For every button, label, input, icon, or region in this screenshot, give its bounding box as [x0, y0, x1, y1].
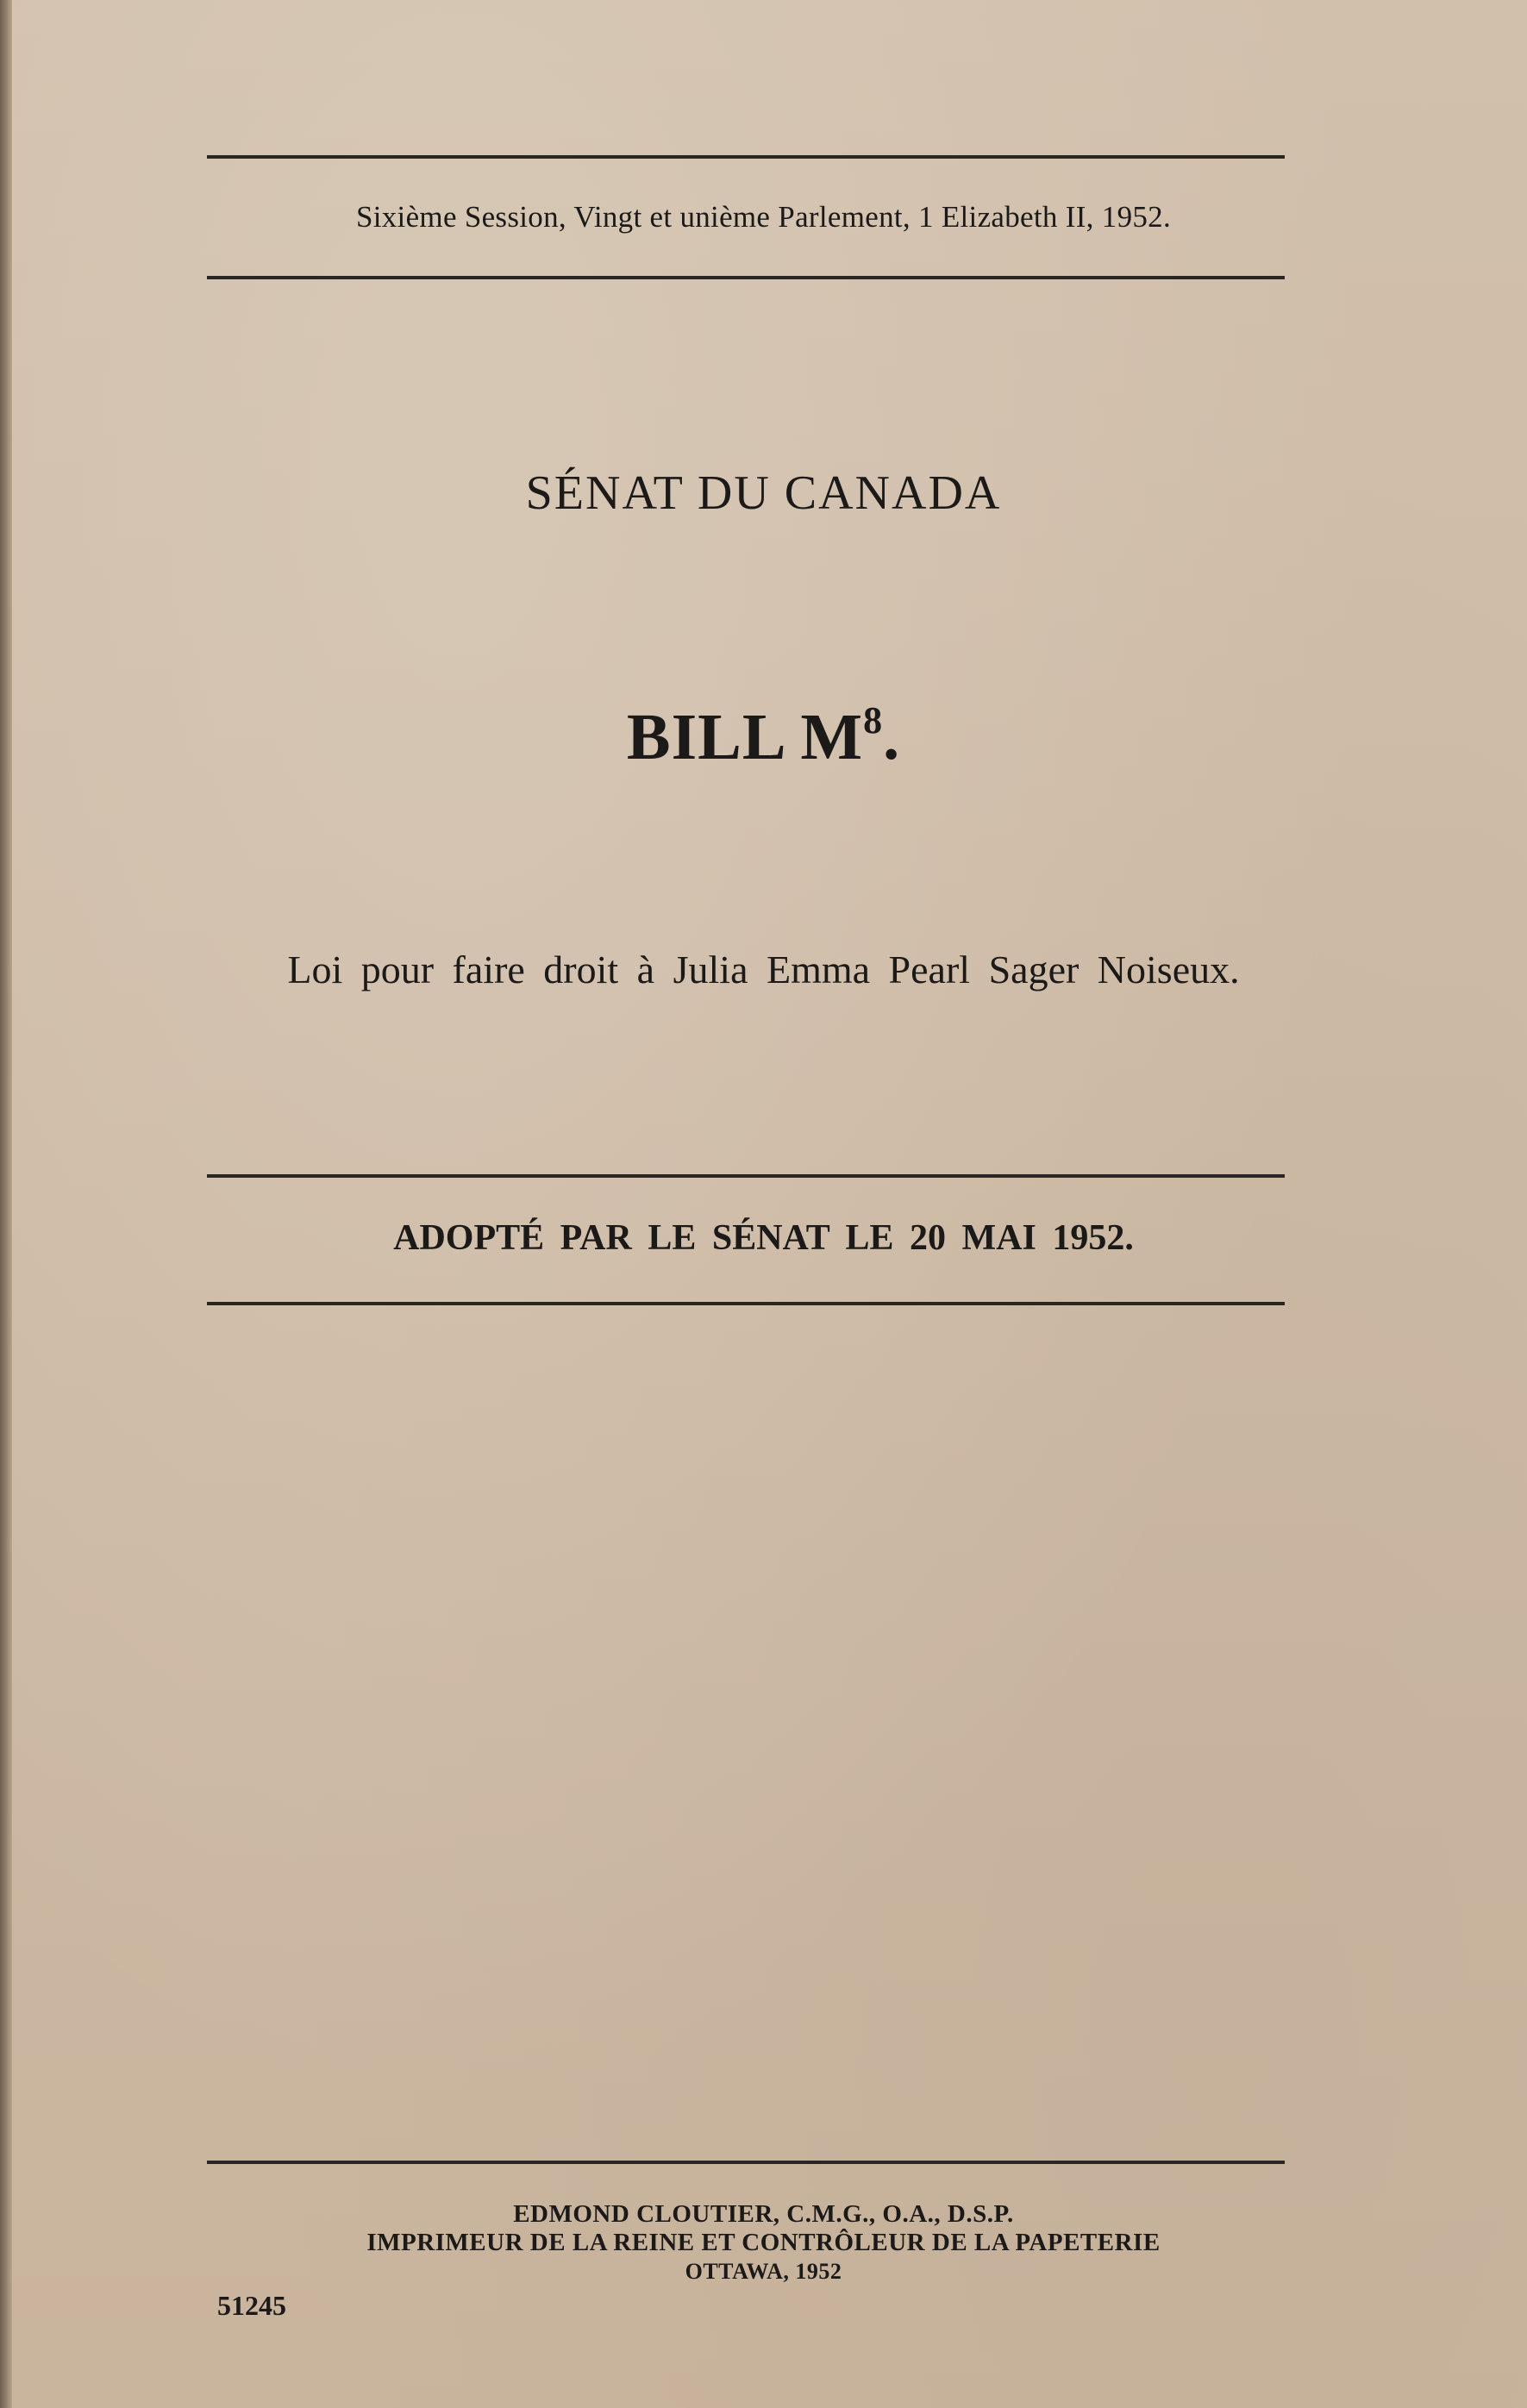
bill-prefix: BILL M [626, 701, 864, 773]
print-code: 51245 [217, 2290, 286, 2321]
adopted-line: ADOPTÉ PAR LE SÉNAT LE 20 MAI 1952. [393, 1218, 1134, 1258]
bill-number [0, 698, 1527, 775]
printer-top-rule [207, 2161, 1285, 2164]
senate-title: SÉNAT DU CANADA [525, 466, 1002, 520]
session-bottom-rule [207, 276, 1285, 279]
printer-name: EDMOND CLOUTIER, C.M.G., O.A., D.S.P. [513, 2200, 1014, 2228]
act-title: Loi pour faire droit à Julia Emma Pearl Sager Noiseux. [287, 948, 1240, 991]
printer-location-year: OTTAWA, 1952 [685, 2259, 842, 2284]
page-binding-edge [0, 0, 12, 2408]
adopted-top-rule [207, 1174, 1285, 1178]
bill-superscript: 8 [863, 699, 884, 741]
bill-suffix: . [883, 701, 901, 773]
adopted-bottom-rule [207, 1302, 1285, 1305]
printer-title: IMPRIMEUR DE LA REINE ET CONTRÔLEUR DE LA PAPETERIE [366, 2229, 1161, 2256]
session-line: Sixième Session, Vingt et unième Parlement, 1 Elizabeth II, 1952. [355, 200, 1172, 234]
top-rule [207, 155, 1285, 159]
